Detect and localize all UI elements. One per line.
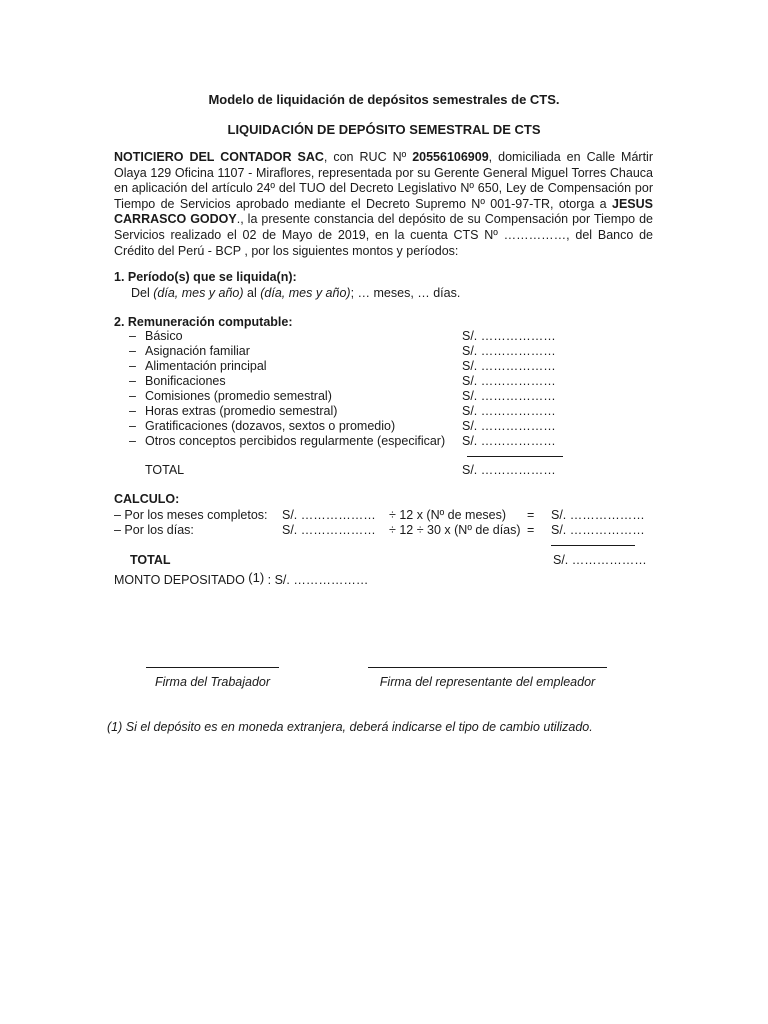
dash: –	[129, 419, 136, 433]
item-label: Otros conceptos percibidos regularmente (especificar)	[145, 434, 446, 448]
item-label: Bonificaciones	[145, 374, 226, 388]
firma-trabajador: Firma del Trabajador	[154, 675, 271, 689]
monto-depositado	[114, 570, 368, 587]
monto-label: MONTO DEPOSITADO	[114, 573, 249, 587]
signature-line-employer	[368, 667, 607, 668]
remuneracion-total-label: TOTAL	[145, 463, 185, 477]
calculo-row-label: – Por los meses completos:	[114, 508, 268, 522]
footnote: (1) Si el depósito es en moneda extranjera, deberá indicarse el tipo de cambio utilizado.	[107, 720, 593, 734]
calculo-total-value: S/. ………………	[553, 553, 647, 567]
intro-text-1: , domiciliada en Calle Mártir Olaya 129 Oficina 1107 - Miraflores, representada por su Gerente General Miguel Torres Chauca en aplicación del artículo 24º del TUO del Decreto Legislativo Nº 650, Ley de Compensación por Tiempo de Servicios aprobado mediante el Decreto Supremo Nº 001-97-TR, otorga a	[114, 150, 653, 211]
calculo-row-result: S/. ………………	[551, 508, 645, 522]
company-name: NOTICIERO DEL CONTADOR SAC	[114, 150, 324, 164]
calculo-total-label: TOTAL	[130, 553, 171, 567]
dash: –	[129, 404, 136, 418]
calculo-row-amount: S/. ………………	[282, 523, 376, 537]
item-label: Básico	[145, 329, 183, 343]
item-label: Comisiones (promedio semestral)	[145, 389, 332, 403]
intro-paragraph	[114, 150, 653, 259]
periodo-del: Del	[131, 286, 154, 300]
calculo-row-equals: =	[527, 508, 535, 522]
periodo-from: (día, mes y año)	[153, 286, 244, 300]
item-value: S/. ………………	[462, 329, 556, 343]
intro-text-2: ., la presente constancia del depósito de su Compensación por Tiempo de Servicios realizado el 02 de Mayo de 2019, en la cuenta CTS Nº ……………, del Banco de Crédito del Perú - BCP , por los siguientes montos y períodos:	[114, 212, 654, 258]
ruc-number: 20556106909	[412, 150, 489, 164]
item-value: S/. ………………	[462, 344, 556, 358]
item-value: S/. ………………	[462, 434, 556, 448]
dash: –	[129, 344, 136, 358]
firma-empleador: Firma del representante del empleador	[379, 675, 596, 689]
periodo-heading: 1. Período(s) que se liquida(n):	[114, 270, 297, 284]
item-value: S/. ………………	[462, 404, 556, 418]
dash: –	[129, 359, 136, 373]
monto-value: : S/. ………………	[264, 573, 369, 587]
dash: –	[129, 389, 136, 403]
periodo-al: al	[243, 286, 261, 300]
item-value: S/. ………………	[462, 419, 556, 433]
document-subtitle: LIQUIDACIÓN DE DEPÓSITO SEMESTRAL DE CTS	[227, 122, 541, 137]
item-value: S/. ………………	[462, 374, 556, 388]
ruc-prefix: , con RUC Nº	[323, 150, 413, 164]
item-label: Asignación familiar	[145, 344, 250, 358]
subtotal-divider	[467, 456, 563, 457]
calculo-row-formula: ÷ 12 ÷ 30 x (Nº de días)	[389, 523, 521, 537]
calculo-divider	[551, 545, 635, 546]
calculo-row-equals: =	[527, 523, 535, 537]
item-label: Gratificaciones (dozavos, sextos o promedio)	[145, 419, 396, 433]
dash: –	[129, 329, 136, 343]
periodo-to: (día, mes y año)	[260, 286, 351, 300]
calculo-row-formula: ÷ 12 x (Nº de meses)	[389, 508, 507, 522]
calculo-row-amount: S/. ………………	[282, 508, 376, 522]
periodo-line	[131, 286, 460, 300]
dash: –	[129, 374, 136, 388]
item-value: S/. ………………	[462, 389, 556, 403]
signature-line-worker	[146, 667, 279, 668]
dash: –	[129, 434, 136, 448]
calculo-row-label: – Por los días:	[114, 523, 194, 537]
document-title: Modelo de liquidación de depósitos semestrales de CTS.	[208, 92, 560, 107]
item-label: Horas extras (promedio semestral)	[145, 404, 338, 418]
remuneracion-total-value: S/. ………………	[462, 463, 556, 477]
item-label: Alimentación principal	[145, 359, 267, 373]
calculo-row-result: S/. ………………	[551, 523, 645, 537]
periodo-rest: ; … meses, … días.	[350, 286, 461, 300]
remuneracion-heading: 2. Remuneración computable:	[114, 315, 293, 329]
calculo-heading: CALCULO:	[114, 492, 180, 506]
footnote-ref: (1)	[248, 570, 265, 585]
worker-name: JESUS CARRASCO GODOY	[114, 196, 653, 227]
item-value: S/. ………………	[462, 359, 556, 373]
